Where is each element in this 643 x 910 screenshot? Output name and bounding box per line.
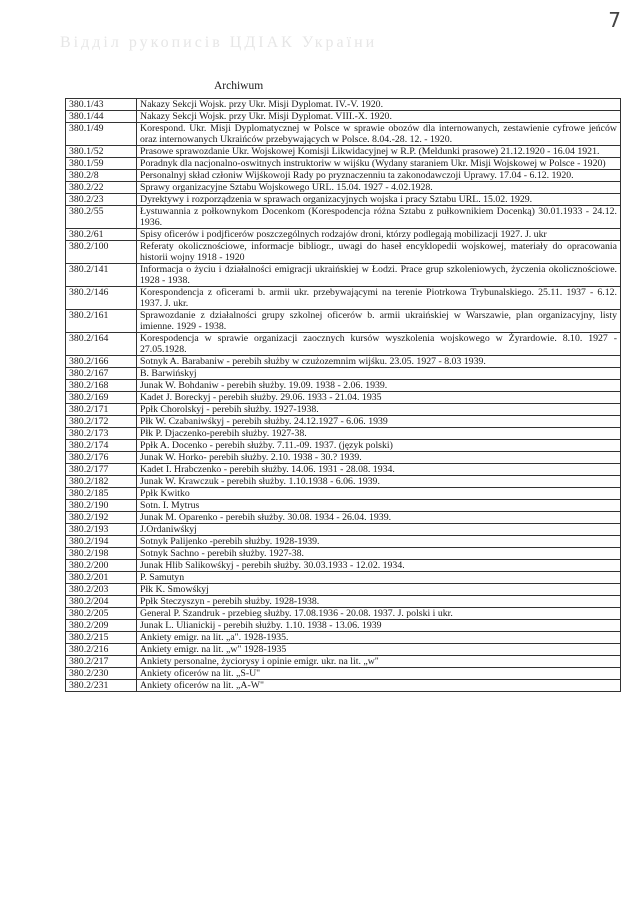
table-row — [66, 123, 621, 146]
description-cell: Kadet J. Boreckyj - perebih służby. 29.06. 1933 - 21.04. 1935 — [137, 392, 621, 404]
signature-cell: 380.2/176 — [66, 452, 137, 464]
signature-cell: 380.2/194 — [66, 536, 137, 548]
signature-cell: 380.2/100 — [66, 241, 137, 264]
signature-cell: 380.2/167 — [66, 368, 137, 380]
table-row — [66, 380, 621, 392]
description-cell: Junak L. Ulianickij - perebih służby. 1.10. 1938 - 13.06. 1939 — [137, 620, 621, 632]
signature-cell: 380.1/44 — [66, 111, 137, 123]
table-row — [66, 241, 621, 264]
description-cell: Informacja o życiu i działalności emigracji ukraińskiej w Łodzi. Prace grup szkoleniowych, życzenia okolicznościowe. 1928 - 1938. — [137, 264, 621, 287]
description-cell: Ankiety oficerów na lit. „S-U" — [137, 668, 621, 680]
table-row — [66, 584, 621, 596]
table-row — [66, 620, 621, 632]
description-cell: Spisy oficerów i podjficerów poszczególnych rodzajów droni, którzy podlegają mobilizacji 1927. J. ukr — [137, 229, 621, 241]
description-cell: Płk W. Czabaniwśkyj - perebih służby. 24.12.1927 - 6.06. 1939 — [137, 416, 621, 428]
signature-cell: 380.2/61 — [66, 229, 137, 241]
signature-cell: 380.2/171 — [66, 404, 137, 416]
table-row — [66, 368, 621, 380]
signature-cell: 380.2/169 — [66, 392, 137, 404]
description-cell: Ankiety emigr. na lit. „a". 1928-1935. — [137, 632, 621, 644]
description-cell: Płk P. Djaczenko-perebih służby. 1927-38. — [137, 428, 621, 440]
description-cell: Ankiety personalne, życiorysy i opinie emigr. ukr. na lit. „w" — [137, 656, 621, 668]
signature-cell: 380.2/192 — [66, 512, 137, 524]
faint-header-text: Відділ рукописів ЦДІАК України — [60, 34, 378, 51]
table-row — [66, 440, 621, 452]
description-cell: Łystuwannia z połkownykom Docenkom (Korespodencja różna Sztabu z pułkownikiem Docenką) 30.01.1933 - 24.12. 1936. — [137, 206, 621, 229]
catalog-body — [66, 99, 621, 692]
signature-cell: 380.2/161 — [66, 310, 137, 333]
description-cell: Korespond. Ukr. Misji Dyplomatycznej w Polsce w sprawie obozów dla internowanych, zestawienie cyfrowe jeńców oraz internowanych Ukraińców przebywających w Polsce. 8.04.-28. 12. - 1920. — [137, 123, 621, 146]
signature-cell: 380.2/215 — [66, 632, 137, 644]
description-cell: Kadet I. Hrabczenko - perebih służby. 14.06. 1931 - 28.08. 1934. — [137, 464, 621, 476]
description-cell: Nakazy Sekcji Wojsk. przy Ukr. Misji Dyplomat. VIII.-X. 1920. — [137, 111, 621, 123]
description-cell: Korespodencja w sprawie organizacji zaocznych kursów wyszkolenia wojskowego w Żyrardowie. 8.10. 1927 - 27.05.1928. — [137, 333, 621, 356]
description-cell: General P. Szandruk - przebieg służby. 17.08.1936 - 20.08. 1937. J. polski i ukr. — [137, 608, 621, 620]
table-row — [66, 668, 621, 680]
description-cell: Ankiety oficerów na lit. „A-W" — [137, 680, 621, 692]
signature-cell: 380.2/204 — [66, 596, 137, 608]
table-row — [66, 206, 621, 229]
signature-cell: 380.2/203 — [66, 584, 137, 596]
table-row — [66, 680, 621, 692]
signature-cell: 380.2/164 — [66, 333, 137, 356]
signature-cell: 380.2/231 — [66, 680, 137, 692]
signature-cell: 380.2/209 — [66, 620, 137, 632]
description-cell: Ppłk Kwitko — [137, 488, 621, 500]
table-row — [66, 464, 621, 476]
signature-cell: 380.1/52 — [66, 146, 137, 158]
table-row — [66, 656, 621, 668]
table-row — [66, 548, 621, 560]
description-cell: Prasowe sprawozdanie Ukr. Wojskowej Komisji Likwidacyjnej w R.P. (Meldunki prasowe) 21.12.1920 - 16.04 1921. — [137, 146, 621, 158]
description-cell: Junak W. Krawczuk - perebih służby. 1.10.1938 - 6.06. 1939. — [137, 476, 621, 488]
table-row — [66, 146, 621, 158]
signature-cell: 380.2/230 — [66, 668, 137, 680]
signature-cell: 380.1/59 — [66, 158, 137, 170]
description-cell: Sotn. I. Mytrus — [137, 500, 621, 512]
table-row — [66, 194, 621, 206]
table-row — [66, 596, 621, 608]
table-row — [66, 452, 621, 464]
description-cell: B. Barwińskyj — [137, 368, 621, 380]
description-cell: Junak Hlib Salikowśkyj - perebih służby. 30.03.1933 - 12.02. 1934. — [137, 560, 621, 572]
signature-cell: 380.2/172 — [66, 416, 137, 428]
description-cell: Ppłk Steczyszyn - perebih służby. 1928-1938. — [137, 596, 621, 608]
signature-cell: 380.2/146 — [66, 287, 137, 310]
signature-cell: 380.2/217 — [66, 656, 137, 668]
signature-cell: 380.1/43 — [66, 99, 137, 111]
table-row — [66, 158, 621, 170]
table-row — [66, 476, 621, 488]
signature-cell: 380.2/190 — [66, 500, 137, 512]
table-row — [66, 404, 621, 416]
description-cell: Korespondencja z oficerami b. armii ukr. przebywającymi na terenie Piotrkowa Trybunalskiego. 25.11. 1937 - 6.12. 1937. J. ukr. — [137, 287, 621, 310]
signature-cell: 380.2/205 — [66, 608, 137, 620]
signature-cell: 380.2/173 — [66, 428, 137, 440]
archive-title: Archiwum — [214, 80, 264, 92]
table-row — [66, 416, 621, 428]
table-row — [66, 572, 621, 584]
table-row — [66, 428, 621, 440]
table-row — [66, 536, 621, 548]
description-cell: Sotnyk Sachno - perebih służby. 1927-38. — [137, 548, 621, 560]
description-cell: Sprawy organizacyjne Sztabu Wojskowego URL. 15.04. 1927 - 4.02.1928. — [137, 182, 621, 194]
table-row — [66, 111, 621, 123]
table-row — [66, 170, 621, 182]
signature-cell: 380.2/8 — [66, 170, 137, 182]
table-row — [66, 287, 621, 310]
table-row — [66, 608, 621, 620]
description-cell: Junak M. Oparenko - perebih służby. 30.08. 1934 - 26.04. 1939. — [137, 512, 621, 524]
description-cell: Referaty okolicznościowe, informacje bibliogr., uwagi do haseł encyklopedii wojskowej, materiały do opracowania historii wojny 1918 - 1920 — [137, 241, 621, 264]
description-cell: Poradnyk dla nacjonalno-oswitnych instruktoriw w wijśku (Wydany staraniem Ukr. Misji Wojskowej w Polsce - 1920) — [137, 158, 621, 170]
description-cell: Junak W. Horko- perebih służby. 2.10. 1938 - 30.? 1939. — [137, 452, 621, 464]
signature-cell: 380.2/185 — [66, 488, 137, 500]
signature-cell: 380.2/182 — [66, 476, 137, 488]
signature-cell: 380.2/141 — [66, 264, 137, 287]
description-cell: Ppłk A. Docenko - perebih służby. 7.11.-09. 1937. (język polski) — [137, 440, 621, 452]
table-row — [66, 333, 621, 356]
description-cell: Ankiety emigr. na lit. „w" 1928-1935 — [137, 644, 621, 656]
description-cell: Dyrektywy i rozporządzenia w sprawach organizacyjnych wojska i pracy Sztabu URL. 15.02. 1929. — [137, 194, 621, 206]
signature-cell: 380.2/193 — [66, 524, 137, 536]
signature-cell: 380.2/23 — [66, 194, 137, 206]
signature-cell: 380.2/216 — [66, 644, 137, 656]
signature-cell: 380.2/166 — [66, 356, 137, 368]
signature-cell: 380.2/174 — [66, 440, 137, 452]
description-cell: Personalnyj skład członiw Wijśkowoji Rady po pryznaczenniu ta zakonodawczoji Uprawy. 17.04 - 6.12. 1920. — [137, 170, 621, 182]
table-row — [66, 392, 621, 404]
table-row — [66, 560, 621, 572]
description-cell: Sprawozdanie z działalności grupy szkolnej oficerów b. armii ukraińskiej w Warszawie, plan organizacyjny, listy imienne. 1929 - 1938. — [137, 310, 621, 333]
signature-cell: 380.2/198 — [66, 548, 137, 560]
table-row — [66, 310, 621, 333]
signature-cell: 380.2/200 — [66, 560, 137, 572]
signature-cell: 380.2/55 — [66, 206, 137, 229]
table-row — [66, 488, 621, 500]
signature-cell: 380.2/22 — [66, 182, 137, 194]
description-cell: Nakazy Sekcji Wojsk. przy Ukr. Misji Dyplomat. IV.-V. 1920. — [137, 99, 621, 111]
table-row — [66, 524, 621, 536]
table-row — [66, 264, 621, 287]
description-cell: J.Ordaniwśkyj — [137, 524, 621, 536]
description-cell: Junak W. Bohdaniw - perebih służby. 19.09. 1938 - 2.06. 1939. — [137, 380, 621, 392]
signature-cell: 380.2/177 — [66, 464, 137, 476]
catalog-table — [65, 98, 621, 692]
description-cell: Płk K. Smowśkyj — [137, 584, 621, 596]
table-row — [66, 632, 621, 644]
table-row — [66, 356, 621, 368]
page-number: 7 — [608, 8, 621, 32]
signature-cell: 380.2/168 — [66, 380, 137, 392]
table-row — [66, 182, 621, 194]
signature-cell: 380.1/49 — [66, 123, 137, 146]
table-row — [66, 229, 621, 241]
description-cell: P. Samutyn — [137, 572, 621, 584]
table-row — [66, 500, 621, 512]
description-cell: Sotnyk A. Barabaniw - perebih służby w czużozemnim wijśku. 23.05. 1927 - 8.03 1939. — [137, 356, 621, 368]
table-row — [66, 644, 621, 656]
table-row — [66, 512, 621, 524]
description-cell: Sotnyk Palijenko -perebih służby. 1928-1939. — [137, 536, 621, 548]
signature-cell: 380.2/201 — [66, 572, 137, 584]
table-row — [66, 99, 621, 111]
description-cell: Ppłk Chorolskyj - perebih służby. 1927-1938. — [137, 404, 621, 416]
